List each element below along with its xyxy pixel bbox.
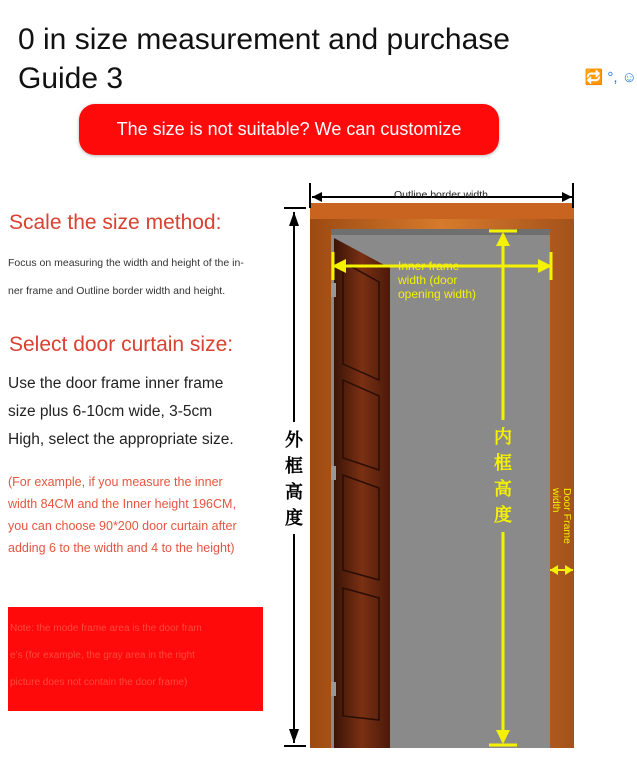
customize-button[interactable]: The size is not suitable? We can customize <box>79 104 499 155</box>
inner-frame-label-3: opening width) <box>398 287 477 301</box>
emoji-icon[interactable]: ☺ <box>621 69 637 86</box>
method-text-1: Focus on measuring the width and height of the in- <box>8 257 244 269</box>
select-heading: Select door curtain size: <box>9 333 234 356</box>
select-text-1: Use the door frame inner frame <box>8 375 224 392</box>
inner-frame-label-2: width (door <box>398 273 458 287</box>
inner-height-char-1: 内 <box>494 427 512 447</box>
example-text-2: width 84CM and the Inner height 196CM, <box>8 497 236 511</box>
note-line-2: e’s (for example, the gray area in the right <box>10 650 195 661</box>
outline-border-width-label: Outline border width <box>394 189 488 201</box>
note-line-3: picture does not contain the door frame) <box>10 677 188 688</box>
outer-height-char-1: 外 <box>285 430 303 450</box>
inner-frame-label-1: Inner frame <box>398 259 460 273</box>
example-text-1: (For example, if you measure the inner <box>8 475 223 489</box>
inner-height-char-4: 度 <box>494 505 512 525</box>
example-text-4: adding 6 to the width and 4 to the height) <box>8 541 235 555</box>
select-text-3: High, select the appropriate size. <box>8 431 234 448</box>
page-title: 0 in size measurement and purchase Guide 3 <box>18 23 510 95</box>
translate-icon[interactable]: 🔁 °, <box>584 69 618 86</box>
method-heading: Scale the size method: <box>9 211 222 234</box>
outer-height-char-3: 高 <box>285 482 303 502</box>
inner-height-char-2: 框 <box>494 453 512 473</box>
note-line-1: Note: the mode frame area is the door fram <box>10 623 202 634</box>
door-frame-width-label-2: width <box>550 488 562 513</box>
inner-height-char-3: 高 <box>494 479 512 499</box>
example-text-3: you can choose 90*200 door curtain after <box>8 519 237 533</box>
door-frame-width-label-1: Door Frame <box>561 488 573 545</box>
method-text-2: ner frame and Outline border width and height. <box>8 285 226 297</box>
outer-height-char-4: 度 <box>285 508 303 528</box>
outer-height-char-2: 框 <box>285 456 303 476</box>
select-text-2: size plus 6-10cm wide, 3-5cm <box>8 403 213 420</box>
